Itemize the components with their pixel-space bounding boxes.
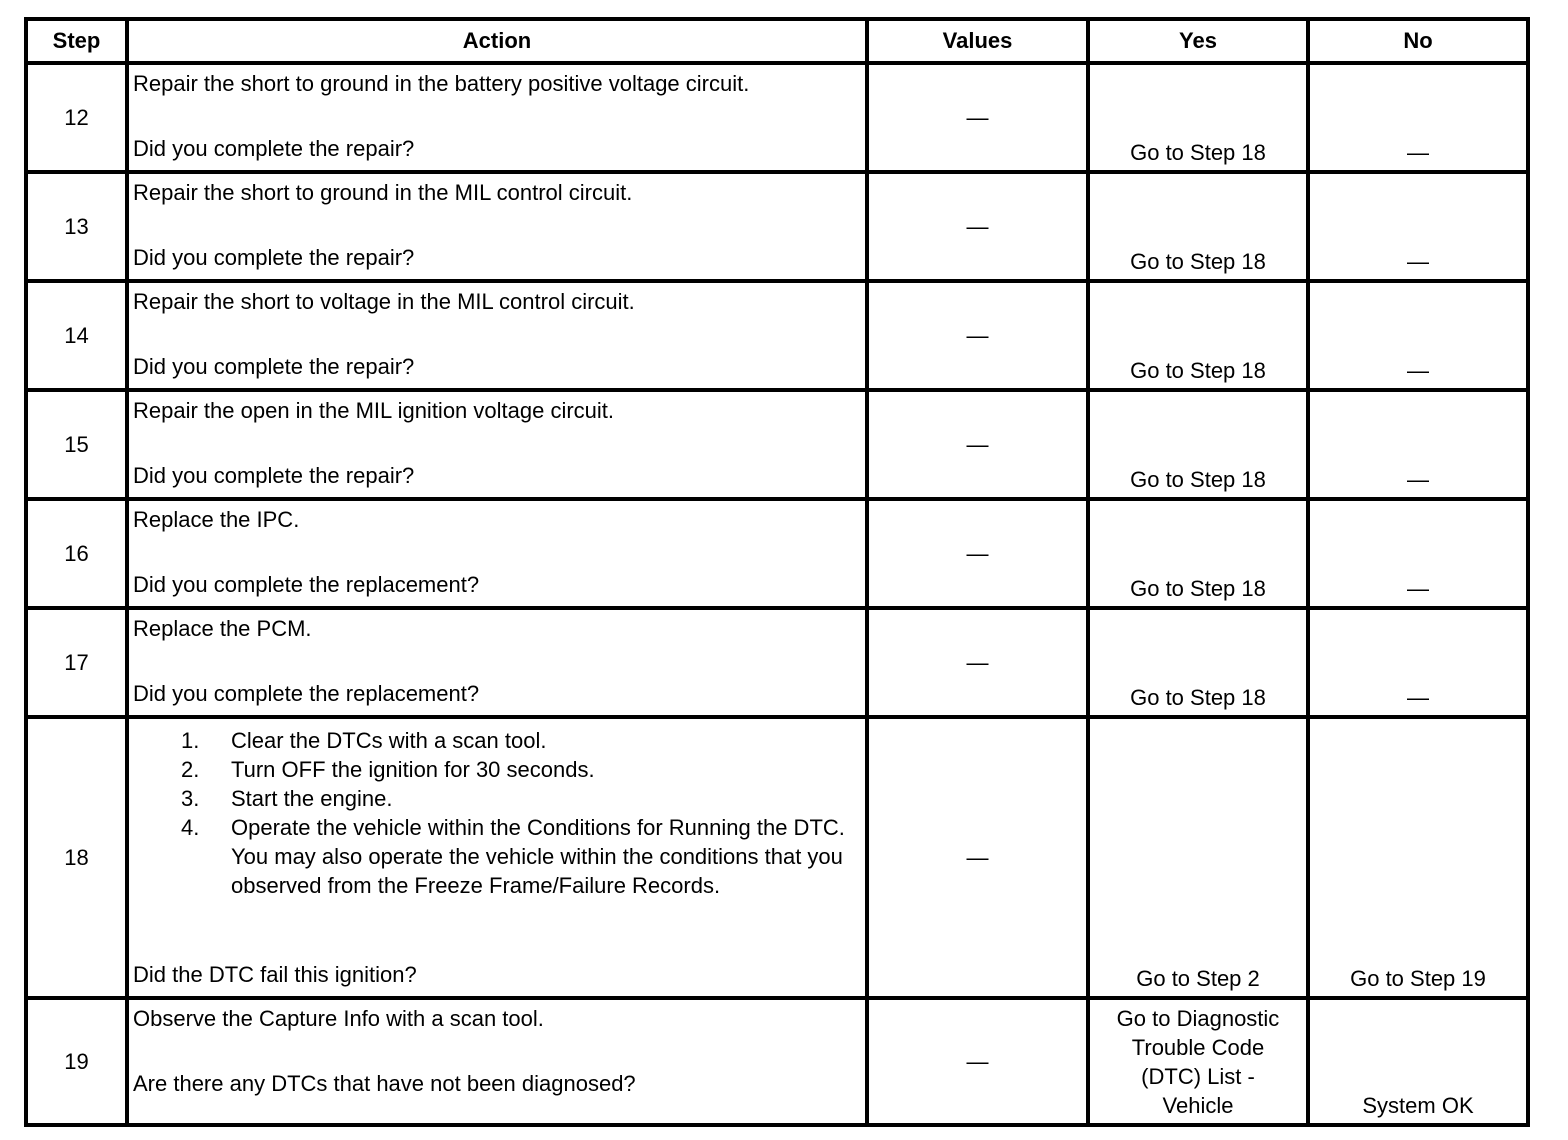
action-instruction: Repair the short to voltage in the MIL control circuit. bbox=[133, 289, 635, 314]
no-cell bbox=[1308, 390, 1528, 499]
yes-cell bbox=[1088, 63, 1308, 172]
header-values: Values bbox=[867, 19, 1088, 63]
table-row bbox=[26, 63, 1528, 172]
step-number: 19 bbox=[26, 998, 127, 1125]
action-cell bbox=[127, 63, 867, 172]
table-row bbox=[26, 281, 1528, 390]
table-row bbox=[26, 172, 1528, 281]
table-row bbox=[26, 390, 1528, 499]
yes-answer: Go to Diagnostic Trouble Code (DTC) List - Vehicle bbox=[1116, 1006, 1280, 1118]
yes-cell bbox=[1088, 172, 1308, 281]
values-cell: — bbox=[867, 281, 1088, 390]
action-instruction: Repair the short to ground in the MIL control circuit. bbox=[133, 180, 633, 205]
substep-number: 2. bbox=[181, 757, 200, 782]
yes-answer: Go to Step 18 bbox=[1130, 140, 1266, 165]
action-instruction: Repair the open in the MIL ignition voltage circuit. bbox=[133, 398, 615, 423]
no-answer: — bbox=[1407, 576, 1429, 601]
yes-cell bbox=[1088, 390, 1308, 499]
no-answer: — bbox=[1407, 358, 1429, 383]
no-cell bbox=[1308, 63, 1528, 172]
yes-cell bbox=[1088, 608, 1308, 717]
action-question: Did you complete the repair? bbox=[133, 245, 415, 270]
no-answer: — bbox=[1407, 140, 1429, 165]
yes-answer: Go to Step 18 bbox=[1130, 576, 1266, 601]
substep-number: 1. bbox=[181, 728, 200, 753]
yes-answer: Go to Step 18 bbox=[1130, 467, 1266, 492]
no-cell bbox=[1308, 499, 1528, 608]
yes-answer: Go to Step 18 bbox=[1130, 358, 1266, 383]
action-instruction: Observe the Capture Info with a scan tool. bbox=[133, 1006, 544, 1031]
no-cell bbox=[1308, 608, 1528, 717]
substep-list bbox=[181, 726, 845, 900]
substep-item bbox=[181, 726, 845, 755]
action-instruction: Replace the PCM. bbox=[133, 616, 312, 641]
no-cell bbox=[1308, 717, 1528, 998]
table-row bbox=[26, 608, 1528, 717]
header-no: No bbox=[1308, 19, 1528, 63]
action-question: Did you complete the replacement? bbox=[133, 681, 480, 706]
action-cell bbox=[127, 499, 867, 608]
action-question: Did you complete the repair? bbox=[133, 354, 415, 379]
values-cell: — bbox=[867, 63, 1088, 172]
values-cell: — bbox=[867, 499, 1088, 608]
yes-cell bbox=[1088, 499, 1308, 608]
action-question: Did you complete the replacement? bbox=[133, 572, 480, 597]
substep-item bbox=[181, 755, 845, 784]
step-number: 16 bbox=[26, 499, 127, 608]
substep-item bbox=[181, 813, 845, 900]
values-cell: — bbox=[867, 172, 1088, 281]
no-answer: System OK bbox=[1362, 1093, 1474, 1118]
no-cell bbox=[1308, 172, 1528, 281]
action-question: Did you complete the repair? bbox=[133, 463, 415, 488]
action-question: Did you complete the repair? bbox=[133, 136, 415, 161]
header-yes: Yes bbox=[1088, 19, 1308, 63]
action-cell bbox=[127, 608, 867, 717]
step-number: 14 bbox=[26, 281, 127, 390]
no-cell bbox=[1308, 281, 1528, 390]
step-number: 15 bbox=[26, 390, 127, 499]
substep-number: 4. bbox=[181, 815, 200, 840]
action-cell bbox=[127, 998, 867, 1125]
action-cell bbox=[127, 390, 867, 499]
header-action: Action bbox=[127, 19, 867, 63]
step-number: 18 bbox=[26, 717, 127, 998]
table-row bbox=[26, 998, 1528, 1125]
substep-item bbox=[181, 784, 845, 813]
values-cell: — bbox=[867, 608, 1088, 717]
yes-answer: Go to Step 2 bbox=[1136, 966, 1260, 991]
substep-text: Operate the vehicle within the Conditions for Running the DTC. You may also operate the vehicle within the conditions that you observed from the Freeze Frame/Failure Records. bbox=[231, 815, 845, 898]
yes-cell bbox=[1088, 717, 1308, 998]
no-cell bbox=[1308, 998, 1528, 1125]
step-number: 12 bbox=[26, 63, 127, 172]
no-answer: — bbox=[1407, 249, 1429, 274]
values-cell: — bbox=[867, 390, 1088, 499]
action-instruction: Replace the IPC. bbox=[133, 507, 300, 532]
no-answer: — bbox=[1407, 467, 1429, 492]
action-cell bbox=[127, 172, 867, 281]
header-step: Step bbox=[26, 19, 127, 63]
yes-cell bbox=[1088, 281, 1308, 390]
substep-number: 3. bbox=[181, 786, 200, 811]
substep-text: Turn OFF the ignition for 30 seconds. bbox=[231, 757, 595, 782]
values-cell: — bbox=[867, 717, 1088, 998]
values-cell: — bbox=[867, 998, 1088, 1125]
no-answer: Go to Step 19 bbox=[1350, 966, 1486, 991]
step-number: 13 bbox=[26, 172, 127, 281]
diagnostic-table bbox=[24, 17, 1530, 1127]
action-cell bbox=[127, 717, 867, 998]
action-cell bbox=[127, 281, 867, 390]
table-row bbox=[26, 717, 1528, 998]
yes-answer: Go to Step 18 bbox=[1130, 249, 1266, 274]
yes-cell bbox=[1088, 998, 1308, 1125]
action-question: Did the DTC fail this ignition? bbox=[133, 962, 417, 987]
table-row bbox=[26, 499, 1528, 608]
substep-text: Clear the DTCs with a scan tool. bbox=[231, 728, 547, 753]
header-row bbox=[26, 19, 1528, 63]
substep-text: Start the engine. bbox=[231, 786, 393, 811]
action-question: Are there any DTCs that have not been diagnosed? bbox=[133, 1071, 636, 1096]
step-number: 17 bbox=[26, 608, 127, 717]
no-answer: — bbox=[1407, 685, 1429, 710]
yes-answer: Go to Step 18 bbox=[1130, 685, 1266, 710]
action-instruction: Repair the short to ground in the battery positive voltage circuit. bbox=[133, 71, 750, 96]
